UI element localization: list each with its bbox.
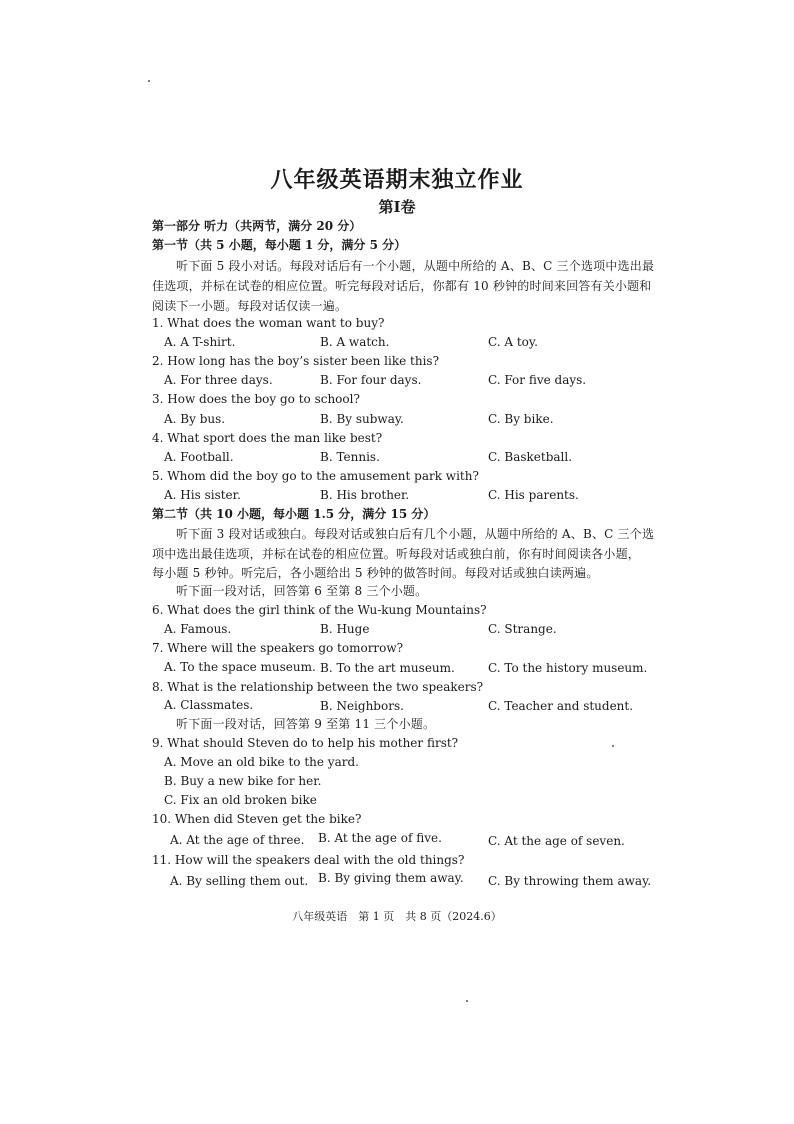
section2-heading: 第二节（共 10 小题，每小题 1.5 分，满分 15 分）	[152, 507, 436, 521]
option-a: A. To the space museum.	[164, 660, 316, 674]
section2-instruction: 项中选出最佳选项，并标在试卷的相应位置。听每段对话或独白前，你有时间阅读各小题，	[152, 547, 641, 561]
question-text: 1. What does the woman want to buy?	[152, 316, 385, 330]
option-b: B. Neighbors.	[320, 699, 404, 713]
option-c: C. For five days.	[488, 373, 587, 387]
option-a: A. By bus.	[164, 412, 226, 426]
option-b: B. At the age of five.	[318, 831, 442, 845]
option-a: A. Classmates.	[164, 698, 254, 712]
option-c: C. To the history museum.	[488, 661, 648, 675]
question-text: 4. What sport does the man like best?	[152, 431, 383, 445]
question-text: 10. When did Steven get the bike?	[152, 812, 362, 826]
option-b: B. A watch.	[320, 335, 390, 349]
option-b: B. His brother.	[320, 488, 410, 502]
option-a: A. Football.	[164, 450, 234, 464]
option-b: B. For four days.	[320, 373, 422, 387]
option-b: B. By subway.	[320, 412, 404, 426]
section2-instruction: 每小题 5 秒钟。听完后，各小题给出 5 秒钟的做答时间。每段对话或独白读两遍。	[152, 566, 599, 580]
question-text: 7. Where will the speakers go tomorrow?	[152, 641, 404, 655]
page-title: 八年级英语期末独立作业	[270, 167, 524, 193]
option-b: B. Tennis.	[320, 450, 380, 464]
option-a: A. His sister.	[164, 488, 241, 502]
question-text: 6. What does the girl think of the Wu-kung Mountains?	[152, 603, 487, 617]
option-c: C. Fix an old broken bike	[164, 793, 317, 807]
question-text: 11. How will the speakers deal with the old things?	[152, 853, 465, 867]
volume-heading: 第Ⅰ卷	[378, 198, 416, 216]
part1-heading: 第一部分 听力（共两节，满分 20 分）	[152, 219, 362, 233]
section1-instruction: 佳选项，并标在试卷的相应位置。听完每段对话后，你都有 10 秒钟的时间来回答有关小题和	[152, 279, 652, 293]
option-a: A. By selling them out.	[170, 874, 309, 888]
option-c: C. His parents.	[488, 488, 579, 502]
question-text: 9. What should Steven do to help his mother first?	[152, 736, 459, 750]
option-a: A. At the age of three.	[170, 833, 305, 847]
question-text: 3. How does the boy go to school?	[152, 392, 360, 406]
question-text: 8. What is the relationship between the two speakers?	[152, 680, 484, 694]
option-c: C. At the age of seven.	[488, 834, 625, 848]
option-b: B. Buy a new bike for her.	[164, 774, 322, 788]
option-a: A. A T-shirt.	[164, 335, 236, 349]
option-c: C. Basketball.	[488, 450, 573, 464]
question-text: 5. Whom did the boy go to the amusement park with?	[152, 469, 479, 483]
question-text: 2. How long has the boy’s sister been like this?	[152, 354, 440, 368]
option-a: A. Move an old bike to the yard.	[164, 755, 359, 769]
section1-instruction: 听下面 5 段小对话。每段对话后有一个小题，从题中所给的 A、B、C 三个选项中选出最	[176, 259, 655, 273]
dialogue-intro: 听下面一段对话，回答第 9 至第 11 三个小题。	[176, 717, 436, 731]
option-c: C. A toy.	[488, 335, 538, 349]
scan-speck	[148, 80, 150, 82]
page-footer: 八年级英语 第 1 页 共 8 页（2024.6）	[292, 910, 502, 923]
section1-instruction: 阅读下一小题。每段对话仅读一遍。	[152, 299, 348, 313]
scan-speck	[612, 745, 614, 747]
option-b: B. To the art museum.	[320, 661, 455, 675]
option-c: C. Strange.	[488, 622, 557, 636]
option-c: C. Teacher and student.	[488, 699, 634, 713]
scan-speck	[466, 1000, 468, 1002]
option-b: B. By giving them away.	[318, 871, 464, 885]
option-a: A. For three days.	[164, 373, 273, 387]
dialogue-intro: 听下面一段对话，回答第 6 至第 8 三个小题。	[176, 584, 428, 598]
option-c: C. By throwing them away.	[488, 874, 652, 888]
option-c: C. By bike.	[488, 412, 554, 426]
option-b: B. Huge	[320, 622, 370, 636]
section2-instruction: 听下面 3 段对话或独白。每段对话或独白后有几个小题，从题中所给的 A、B、C 三个选	[176, 527, 655, 541]
section1-heading: 第一节（共 5 小题，每小题 1 分，满分 5 分）	[152, 238, 407, 252]
option-a: A. Famous.	[164, 622, 232, 636]
